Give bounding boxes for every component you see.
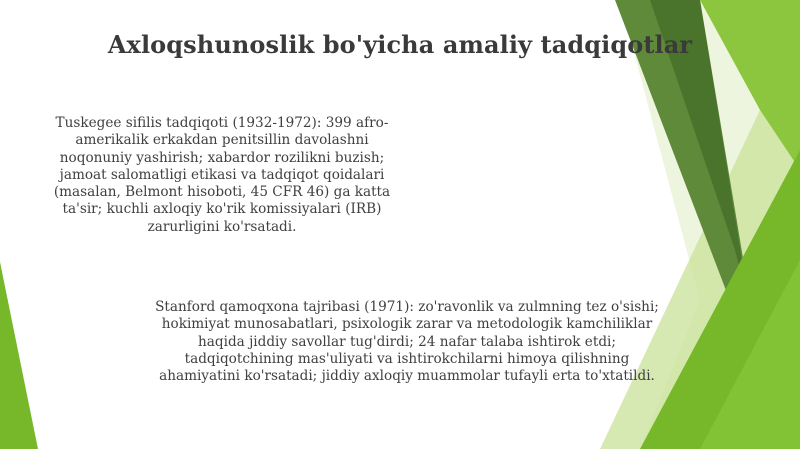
left-green-sliver-shape (0, 262, 38, 449)
slide-title: Axloqshunoslik bo'yicha amaliy tadqiqotlar (107, 30, 693, 59)
paragraph-tuskegee: Tuskegee sifilis tadqiqoti (1932-1972): 399 afro-amerikalik erkakdan penitsillin davolashni noqonuniy yashirish; xabardor rozilikni buzish; jamoat salomatligi etikasi va tadqiqot qoidalari (masalan, Belmont hisoboti, 45 CFR 46) ga katta ta'sir; kuchli axloqiy ko'rik komissiyalari (IRB) zarurligini ko'rsatadi. (53, 115, 391, 235)
paragraph-stanford: Stanford qamoqxona tajribasi (1971): zo'ravonlik va zulmning tez o'sishi; hokimiyat munosabatlari, psixologik zarar va metodologik kamchiliklar haqida jiddiy savollar tug'dirdi; 24 nafar talaba ishtirok etdi; tadqiqotchining mas'uliyati va ishtirokchilarni himoya qilishning ahamiyatini ko'rsatadi; jiddiy axloqiy muammolar tufayli erta to'xtatildi. (155, 299, 659, 385)
